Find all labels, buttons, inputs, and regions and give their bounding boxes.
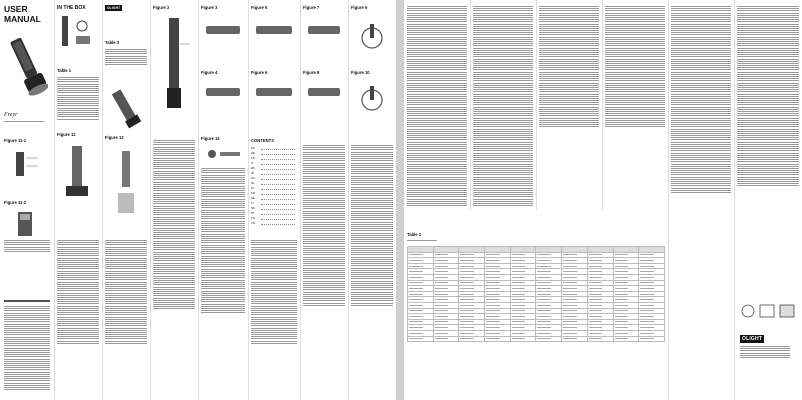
cell-text-placeholder (640, 338, 654, 339)
cell-text-placeholder (615, 271, 629, 272)
figure-2-title: Figure 2 (153, 5, 170, 10)
cell-text-placeholder (563, 305, 577, 306)
cell-text-placeholder (409, 271, 423, 272)
text-block-2 (57, 240, 99, 345)
cell-text-placeholder (460, 282, 474, 283)
cell-text-placeholder (512, 266, 526, 267)
contents-entry-label: JP (251, 171, 255, 175)
text-column-r5 (668, 0, 735, 400)
cell-text-placeholder (537, 321, 551, 322)
cell-text-placeholder (435, 305, 449, 306)
table-3-rows (105, 49, 147, 67)
cell-text-placeholder (460, 305, 474, 306)
cell-text-placeholder (563, 266, 577, 267)
contents-leader (261, 219, 295, 220)
cell-text-placeholder (486, 310, 500, 311)
text-block-3 (105, 240, 147, 345)
figure-7-title: Figure 7 (303, 5, 320, 10)
cell-text-placeholder (563, 288, 577, 289)
cell-text-placeholder (486, 299, 500, 300)
cell-text-placeholder (563, 294, 577, 295)
cell-text-placeholder (563, 321, 577, 322)
cell-text-placeholder (409, 299, 423, 300)
cell-text-placeholder (460, 327, 474, 328)
cell-text-placeholder (563, 260, 577, 261)
cell-text-placeholder (640, 321, 654, 322)
figure-3-illustration (202, 18, 246, 40)
contents-entry-label: RU (251, 176, 256, 180)
cell-text-placeholder (537, 282, 551, 283)
cell-text-placeholder (409, 305, 423, 306)
contents-leader (261, 184, 295, 185)
cell-text-placeholder (435, 327, 449, 328)
cell-text-placeholder (409, 254, 423, 255)
cell-text-placeholder (589, 299, 603, 300)
cell-text-placeholder (486, 327, 500, 328)
in-the-box-title: IN THE BOX (57, 5, 86, 11)
figure-12-title: Figure 12 (57, 132, 76, 137)
cell-text-placeholder (589, 277, 603, 278)
cell-text-placeholder (460, 310, 474, 311)
cell-text-placeholder (460, 333, 474, 334)
cell-text-placeholder (589, 321, 603, 322)
tail-cap-illustration (12, 210, 42, 240)
cell-text-placeholder (589, 305, 603, 306)
cell-text-placeholder (615, 338, 629, 339)
cell-text-placeholder (435, 254, 449, 255)
text-block-6 (251, 240, 297, 345)
figure-1-illustration (106, 85, 146, 130)
figure-4-title: Figure 4 (201, 70, 218, 75)
cell-text-placeholder (435, 316, 449, 317)
table-2-section (404, 210, 668, 400)
cell-text-placeholder (563, 271, 577, 272)
cell-text-placeholder (589, 333, 603, 334)
contents-entry-label: TR (251, 216, 255, 220)
flashlight-illustration (8, 32, 48, 102)
cell-text-placeholder (460, 254, 474, 255)
figure-2-illustration (156, 14, 192, 124)
cell-text-placeholder (537, 266, 551, 267)
text-block-4 (153, 140, 195, 311)
cell-text-placeholder (537, 271, 551, 272)
contents-leader (261, 164, 295, 165)
contents-leader (261, 189, 295, 190)
contents-entry-label: FI (251, 201, 254, 205)
cell-text-placeholder (435, 260, 449, 261)
figure-11-2-title: Figure 11-2 (4, 200, 27, 205)
cell-text-placeholder (589, 294, 603, 295)
cell-text-placeholder (640, 282, 654, 283)
contents-leader (261, 154, 295, 155)
contents-entry-label: CN (251, 221, 256, 225)
figures-column-c (300, 0, 349, 400)
cell-text-placeholder (409, 277, 423, 278)
contents-entry-label: IT (251, 161, 254, 165)
cell-text-placeholder (512, 327, 526, 328)
cell-text-placeholder (460, 321, 474, 322)
cell-text-placeholder (512, 333, 526, 334)
cell-text-placeholder (615, 282, 629, 283)
text-block-r6 (737, 6, 799, 188)
figure-9-title: Figure 9 (351, 5, 368, 10)
cell-text-placeholder (563, 277, 577, 278)
figure-14-title: Figure 14 (201, 136, 220, 141)
cell-text-placeholder (512, 288, 526, 289)
table-3-column (102, 0, 151, 400)
figure-9-illustration (352, 18, 394, 58)
cell-text-placeholder (486, 277, 500, 278)
cell-text-placeholder (435, 321, 449, 322)
cell-text-placeholder (640, 271, 654, 272)
text-block-7 (303, 145, 345, 307)
table-cell (433, 336, 459, 342)
cell-text-placeholder (486, 260, 500, 261)
cell-text-placeholder (512, 321, 526, 322)
contents-entry-label: DE (251, 151, 255, 155)
text-block-r4 (605, 6, 665, 129)
cell-text-placeholder (615, 327, 629, 328)
cell-text-placeholder (640, 254, 654, 255)
cell-text-placeholder (563, 310, 577, 311)
cell-text-placeholder (512, 277, 526, 278)
cell-text-placeholder (537, 333, 551, 334)
text-block-r1 (407, 6, 467, 207)
cell-text-placeholder (409, 266, 423, 267)
cell-text-placeholder (435, 288, 449, 289)
cell-text-placeholder (409, 327, 423, 328)
cell-text-placeholder (537, 277, 551, 278)
cell-text-placeholder (435, 282, 449, 283)
figure-5-illustration (252, 18, 298, 40)
contents-list (251, 146, 297, 226)
figure-14-illustration (202, 146, 246, 162)
cell-text-placeholder (512, 294, 526, 295)
cell-text-placeholder (615, 316, 629, 317)
contact-column (734, 0, 802, 400)
cell-text-placeholder (460, 266, 474, 267)
table-2-title: Table 2 (407, 232, 422, 237)
cell-text-placeholder (537, 254, 551, 255)
cell-text-placeholder (563, 338, 577, 339)
cell-text-placeholder (435, 310, 449, 311)
certification-marks (740, 300, 798, 322)
contents-leader (261, 169, 295, 170)
cell-text-placeholder (460, 260, 474, 261)
cell-text-placeholder (512, 316, 526, 317)
cell-text-placeholder (486, 338, 500, 339)
cell-text-placeholder (563, 316, 577, 317)
cell-text-placeholder (409, 310, 423, 311)
figure-3-title: Figure 3 (201, 5, 218, 10)
cell-text-placeholder (640, 277, 654, 278)
battery-illustration (8, 150, 48, 180)
table-row (408, 336, 665, 342)
cover-text-block (4, 306, 50, 391)
figure-10-illustration (352, 80, 394, 120)
cell-text-placeholder (615, 294, 629, 295)
cell-text-placeholder (486, 333, 500, 334)
holster-illustration (58, 142, 98, 202)
cell-text-placeholder (615, 310, 629, 311)
manual-title-line1: USER (4, 4, 28, 14)
cell-text-placeholder (563, 327, 577, 328)
table-2-subtitle (407, 240, 437, 242)
cell-text-placeholder (460, 277, 474, 278)
cell-text-placeholder (435, 333, 449, 334)
cell-text-placeholder (589, 327, 603, 328)
cell-text-placeholder (563, 299, 577, 300)
figure-6-title: Figure 6 (251, 70, 268, 75)
contents-leader (261, 179, 295, 180)
contents-entry-label: PL (251, 186, 255, 190)
cell-text-placeholder (589, 254, 603, 255)
cell-text-placeholder (486, 254, 500, 255)
manual-title-line2: MANUAL (4, 14, 41, 24)
text-block-5 (201, 168, 245, 315)
contents-entry-label: SE (251, 196, 255, 200)
cell-text-placeholder (409, 333, 423, 334)
cell-text-placeholder (563, 254, 577, 255)
contents-leader (261, 174, 295, 175)
figure-2-column (150, 0, 199, 400)
subtitle-text (4, 121, 44, 123)
figure-5-title: Figure 5 (251, 5, 268, 10)
contents-entry-label: PT (251, 211, 255, 215)
figure-8-illustration (304, 80, 346, 102)
cell-text-placeholder (615, 254, 629, 255)
figure-10-title: Figure 10 (351, 70, 370, 75)
cell-text-placeholder (615, 266, 629, 267)
cell-text-placeholder (512, 282, 526, 283)
figures-column-d (348, 0, 396, 400)
figure-13-illustration (106, 145, 146, 225)
product-name: Freyr (4, 112, 18, 118)
contents-leader (261, 194, 295, 195)
table-cell (536, 336, 562, 342)
cell-text-placeholder (435, 271, 449, 272)
contents-entry-label: NO (251, 206, 256, 210)
figure-13-title: Figure 13 (105, 135, 124, 140)
contents-leader (261, 204, 295, 205)
contact-logo: OLIGHT (742, 336, 763, 342)
cell-text-placeholder (460, 338, 474, 339)
cell-text-placeholder (486, 266, 500, 267)
table-cell (613, 336, 639, 342)
cell-text-placeholder (563, 282, 577, 283)
cell-text-placeholder (537, 260, 551, 261)
cell-text-placeholder (435, 294, 449, 295)
brand-logo: OLIGHT (107, 6, 121, 10)
contact-address (740, 346, 790, 359)
cell-text-placeholder (640, 316, 654, 317)
table-1-title: Table 1 (57, 68, 72, 73)
cell-text-placeholder (563, 333, 577, 334)
figures-column-a (198, 0, 249, 400)
cell-text-placeholder (512, 271, 526, 272)
cell-text-placeholder (435, 299, 449, 300)
table-1-rows (57, 77, 99, 121)
table-cell (587, 336, 613, 342)
cell-text-placeholder (460, 294, 474, 295)
cell-text-placeholder (409, 338, 423, 339)
cell-text-placeholder (615, 260, 629, 261)
cell-text-placeholder (615, 299, 629, 300)
cell-text-placeholder (589, 271, 603, 272)
contents-entry-label: NL (251, 181, 255, 185)
cell-text-placeholder (615, 277, 629, 278)
table-cell (459, 336, 485, 342)
cell-text-placeholder (589, 338, 603, 339)
cell-text-placeholder (435, 338, 449, 339)
cell-text-placeholder (409, 321, 423, 322)
text-block-r5 (671, 6, 731, 194)
cell-text-placeholder (640, 299, 654, 300)
table-cell (408, 336, 434, 342)
contents-leader (261, 199, 295, 200)
cell-text-placeholder (589, 260, 603, 261)
contents-leader (261, 224, 295, 225)
cover-column (0, 0, 55, 400)
cell-text-placeholder (640, 327, 654, 328)
cell-text-placeholder (409, 282, 423, 283)
cell-text-placeholder (589, 288, 603, 289)
cell-text-placeholder (537, 338, 551, 339)
cell-text-placeholder (537, 327, 551, 328)
table-3-title: Table 3 (105, 40, 120, 45)
text-block-r3 (539, 6, 599, 129)
cell-text-placeholder (486, 288, 500, 289)
cover-paragraph (4, 240, 50, 253)
cell-text-placeholder (537, 294, 551, 295)
cell-text-placeholder (409, 294, 423, 295)
cell-text-placeholder (512, 305, 526, 306)
contents-entry-label: FR (251, 156, 255, 160)
cell-text-placeholder (512, 299, 526, 300)
figures-column-b (248, 0, 301, 400)
contents-entry-label: EN (251, 146, 255, 150)
contents-leader (261, 149, 295, 150)
cell-text-placeholder (537, 288, 551, 289)
cell-text-placeholder (615, 288, 629, 289)
table-cell (510, 336, 536, 342)
cell-text-placeholder (435, 266, 449, 267)
cell-text-placeholder (486, 321, 500, 322)
cell-text-placeholder (589, 266, 603, 267)
figure-4-illustration (202, 80, 246, 102)
cell-text-placeholder (589, 316, 603, 317)
box-contents-illustration (58, 14, 98, 54)
cell-text-placeholder (486, 305, 500, 306)
contents-leader (261, 209, 295, 210)
cell-text-placeholder (460, 271, 474, 272)
figure-8-title: Figure 8 (303, 70, 320, 75)
cell-text-placeholder (615, 321, 629, 322)
manual-back-sheet (404, 0, 802, 400)
language-table (407, 246, 665, 342)
contents-leader (261, 159, 295, 160)
figure-6-illustration (252, 80, 298, 102)
figure-11-1-title: Figure 11-1 (4, 138, 27, 143)
in-the-box-column (54, 0, 103, 400)
contents-entry-label: ES (251, 166, 255, 170)
cell-text-placeholder (460, 299, 474, 300)
cell-text-placeholder (537, 316, 551, 317)
cell-text-placeholder (486, 316, 500, 317)
cell-text-placeholder (512, 254, 526, 255)
cell-text-placeholder (512, 338, 526, 339)
text-block-8 (351, 145, 393, 307)
section-bar (4, 300, 50, 302)
cell-text-placeholder (460, 316, 474, 317)
cell-text-placeholder (640, 288, 654, 289)
cell-text-placeholder (640, 266, 654, 267)
cell-text-placeholder (409, 260, 423, 261)
cell-text-placeholder (537, 305, 551, 306)
cell-text-placeholder (640, 294, 654, 295)
contents-leader (261, 214, 295, 215)
cell-text-placeholder (486, 294, 500, 295)
cell-text-placeholder (640, 333, 654, 334)
table-cell (485, 336, 511, 342)
cell-text-placeholder (640, 260, 654, 261)
cell-text-placeholder (460, 288, 474, 289)
figure-7-illustration (304, 18, 346, 40)
cell-text-placeholder (435, 277, 449, 278)
cell-text-placeholder (409, 288, 423, 289)
cell-text-placeholder (640, 310, 654, 311)
cell-text-placeholder (640, 305, 654, 306)
contents-title: CONTENTS (251, 138, 275, 143)
cell-text-placeholder (486, 282, 500, 283)
cell-text-placeholder (512, 260, 526, 261)
text-block-r2 (473, 6, 533, 207)
table-cell (562, 336, 588, 342)
cell-text-placeholder (615, 305, 629, 306)
cell-text-placeholder (512, 310, 526, 311)
cell-text-placeholder (409, 316, 423, 317)
contents-entry-label: KR (251, 191, 255, 195)
table-cell (639, 336, 665, 342)
cell-text-placeholder (486, 271, 500, 272)
contents-entry (251, 221, 297, 226)
manual-front-sheet (0, 0, 396, 400)
cell-text-placeholder (537, 310, 551, 311)
cell-text-placeholder (589, 282, 603, 283)
cell-text-placeholder (615, 333, 629, 334)
cell-text-placeholder (537, 299, 551, 300)
cell-text-placeholder (589, 310, 603, 311)
